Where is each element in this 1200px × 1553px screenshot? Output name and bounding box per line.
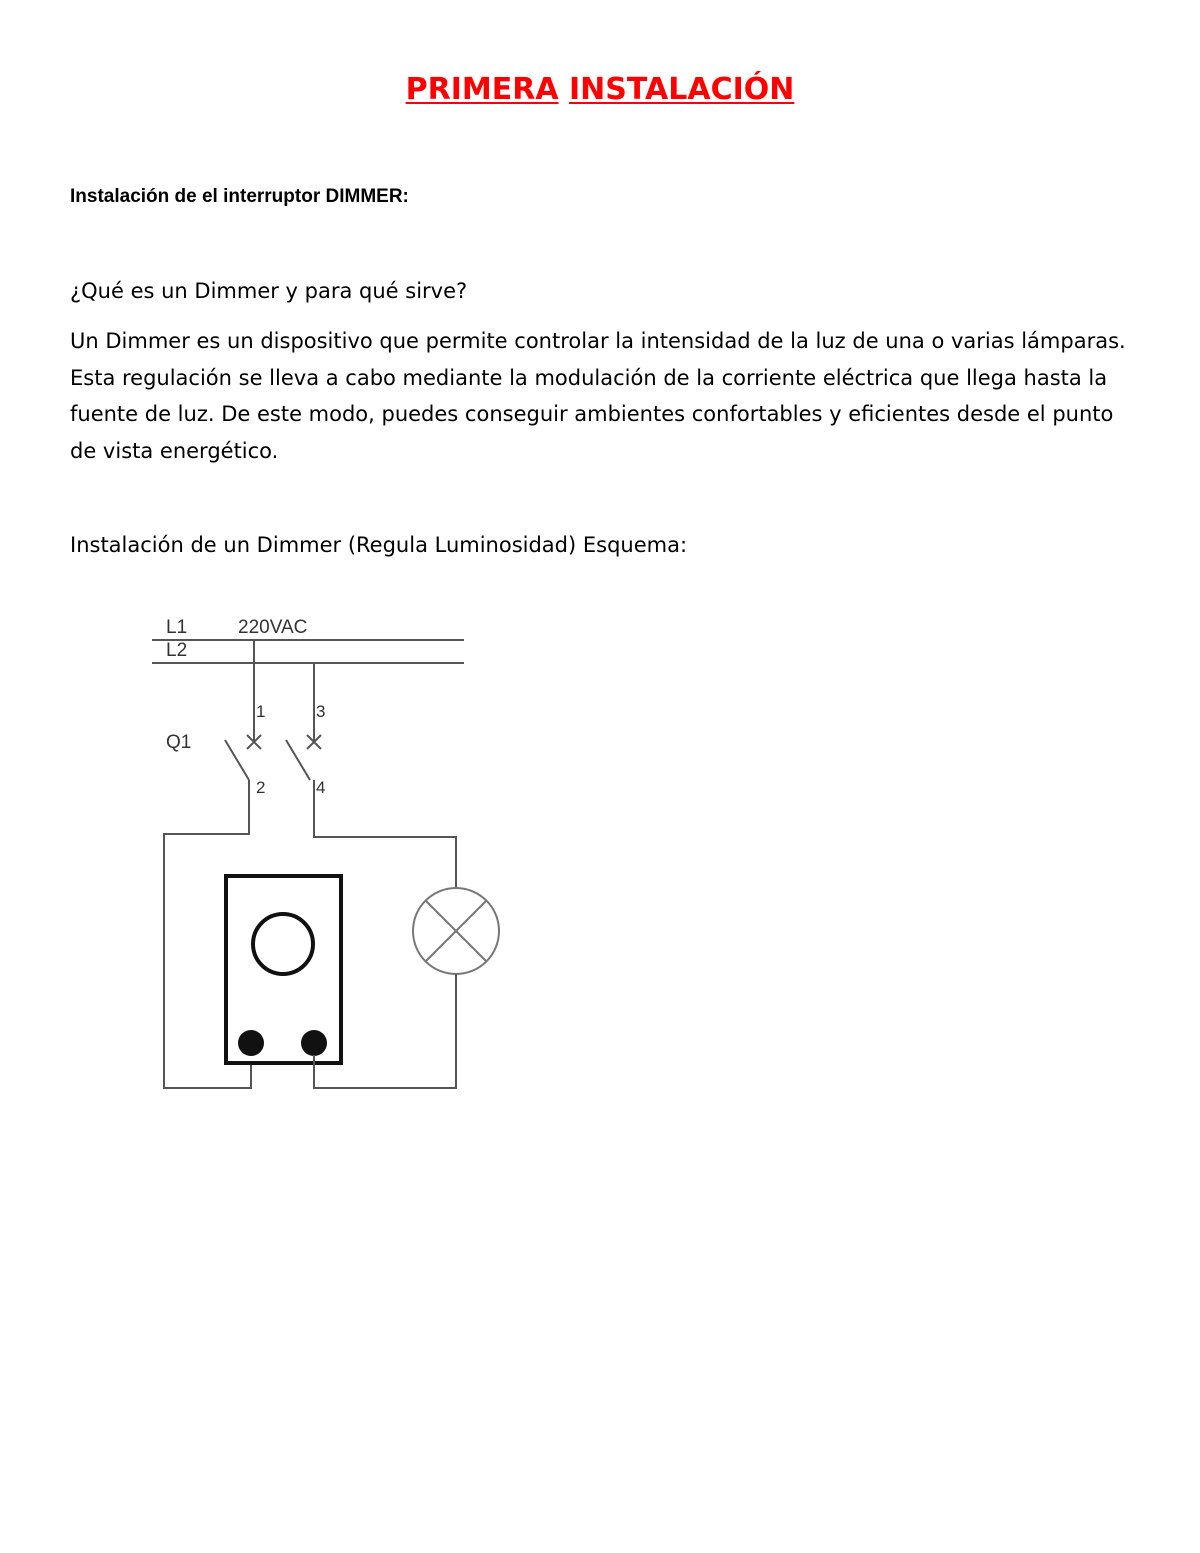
dimmer-wiring-diagram: [120, 600, 540, 1110]
question-text: ¿Qué es un Dimmer y para qué sirve?: [70, 279, 468, 303]
dimmer-terminal-right: [301, 1030, 327, 1056]
label-terminal-3: 3: [316, 702, 326, 721]
label-l1: L1: [166, 617, 188, 638]
label-voltage: 220VAC: [238, 617, 308, 638]
breaker-contact-1: [225, 735, 261, 780]
dimmer-terminal-left: [238, 1030, 264, 1056]
page-title: [0, 68, 1200, 112]
schema-heading: Instalación de un Dimmer (Regula Luminosidad) Esquema:: [70, 533, 688, 557]
title-word-primera: PRIMERA: [405, 72, 559, 107]
label-breaker: Q1: [166, 732, 192, 753]
lamp-symbol: [413, 888, 499, 974]
label-terminal-2: 2: [256, 778, 266, 797]
title-word-instalacion: INSTALACIÓN: [569, 72, 795, 107]
breaker-contact-2: [286, 735, 321, 780]
label-terminal-4: 4: [316, 778, 326, 797]
section-subheading: Instalación de el interruptor DIMMER:: [70, 186, 409, 207]
label-l2: L2: [166, 640, 188, 661]
body-paragraph: Un Dimmer es un dispositivo que permite controlar la intensidad de la luz de una o varias lámparas. Esta regulación se lleva a cabo mediante la modulación de la corriente eléctrica que llega hasta la fuente de luz. De este modo, puedes conseguir ambientes confortables y eficientes desde el punto de vista energético.: [70, 329, 1126, 463]
label-terminal-1: 1: [256, 702, 266, 721]
wire-terminal-4: [314, 780, 456, 888]
